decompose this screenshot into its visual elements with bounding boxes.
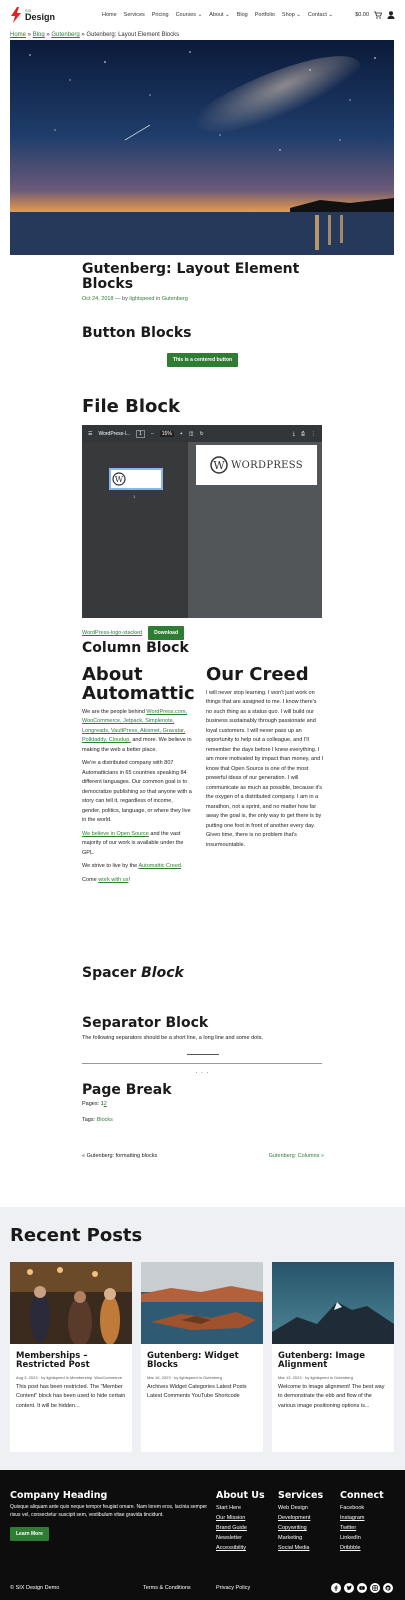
footer-link[interactable]: Instagram [340, 1515, 365, 1521]
footer-link[interactable]: Accessibility [216, 1545, 246, 1551]
breadcrumb-home[interactable]: Home [10, 32, 27, 38]
long-separator [82, 1063, 322, 1064]
tag-link[interactable]: Blocks [96, 1117, 113, 1123]
twitter-icon[interactable] [344, 1583, 354, 1593]
facebook-icon[interactable] [331, 1583, 341, 1593]
wordpress-logo-icon [210, 456, 228, 474]
text: Block [141, 965, 184, 981]
breadcrumb-separator: » [79, 32, 87, 38]
text: ! [128, 876, 130, 883]
zoom-out-icon[interactable]: − [150, 430, 154, 437]
centered-button[interactable]: This is a centered button [167, 353, 238, 367]
column-left-paragraph [82, 876, 192, 886]
footer-link[interactable]: Development [278, 1515, 311, 1521]
post-card-meta: Mar 16, 2023 · by lightspeed in Gutenberg [147, 1374, 222, 1380]
rotate-icon[interactable]: ↻ [199, 430, 204, 437]
logo-big-text: Design [25, 11, 56, 22]
youtube-icon[interactable] [357, 1583, 367, 1593]
logo-small-text: SIX [25, 7, 32, 13]
post-card-meta: Aug 3, 2023 · by lightspeed in Membership, WooCommerce [16, 1374, 122, 1380]
nav-home[interactable]: Home [102, 12, 117, 18]
footer-privacy-link[interactable]: Privacy Policy [216, 1585, 251, 1591]
page-2-link[interactable]: 2 [103, 1101, 107, 1107]
breadcrumb [0, 30, 405, 40]
pdf-page [196, 445, 317, 485]
footer-terms-link[interactable]: Terms & Conditions [143, 1585, 191, 1591]
learn-more-button[interactable]: Learn More [10, 1527, 49, 1541]
fit-page-icon[interactable]: ◫ [188, 430, 194, 437]
post-navigation [82, 1153, 324, 1159]
footer-company-text: Quisque aliquam ante quis neque tempor feugiat ornare. Nam lorem eros, lacinia semper risus vel, consectetur suscipit sem, vestibulum vitae gravida tincidunt. [10, 1504, 208, 1518]
post-tags [82, 1117, 113, 1123]
breadcrumb-separator: » [44, 32, 52, 38]
footer-link[interactable]: Copywriting [278, 1525, 307, 1531]
file-link[interactable]: WordPress-logo-stacked [82, 630, 143, 636]
post-card-title[interactable]: Gutenberg: Widget Blocks [147, 1351, 239, 1371]
hero-image [10, 40, 394, 255]
breadcrumb-blog[interactable]: Blog [32, 32, 45, 38]
post-title: Gutenberg: Layout Element Blocks [82, 261, 300, 292]
site-footer [0, 1470, 405, 1600]
products-links[interactable]: WordPress.com, WooCommerce, Jetpack, Simplenote, Longreads, VaultPress, Akismet, Gravatar, Polldaddy, Cloudup, [82, 708, 187, 744]
lightning-logo-icon [10, 7, 22, 23]
column-left [82, 664, 195, 885]
post-card-title[interactable]: Gutenberg: Image Alignment [278, 1351, 365, 1371]
menu-icon[interactable]: ☰ [88, 430, 93, 437]
nav-services[interactable]: Services [123, 12, 145, 18]
pdf-logo-text: WORDPRESS [231, 459, 303, 471]
footer-about [216, 1490, 265, 1553]
footer-company-heading: Company Heading [10, 1490, 108, 1501]
column-right [206, 666, 324, 850]
recent-posts-section [0, 1207, 405, 1470]
short-separator [187, 1054, 219, 1055]
footer-connect [340, 1490, 384, 1553]
column-left-paragraph [82, 830, 192, 859]
footer-link[interactable]: Twitter [340, 1525, 357, 1531]
nav-shop[interactable]: Shop ⌄ [281, 12, 301, 18]
text: We are the people behind [82, 708, 147, 715]
pdf-page-number[interactable]: 1 [136, 430, 145, 438]
cart-icon[interactable] [374, 11, 382, 19]
footer-link[interactable]: Web Design [278, 1505, 308, 1511]
column-left-heading: About Automattic [82, 664, 195, 704]
nav-blog[interactable]: Blog [236, 12, 248, 18]
pdf-toolbar [82, 425, 322, 442]
dots-separator: · · · [195, 1070, 210, 1076]
breadcrumb-current: Gutenberg: Layout Element Blocks [86, 32, 180, 38]
pdf-title: WordPress-l... [98, 430, 131, 437]
post-card-image[interactable] [141, 1262, 263, 1344]
post-date[interactable]: Oct 24, 2018 [82, 296, 114, 303]
pdf-zoom[interactable]: 15% [161, 430, 172, 437]
post-card-excerpt: Welcome to image alignment! The best way to demonstrate the ebb and flow of the various image positioning options is... [278, 1383, 385, 1409]
file-block-footer [82, 626, 184, 640]
post-meta [82, 296, 322, 302]
nav-contact[interactable]: Contact ⌄ [307, 12, 333, 18]
text: We strive to live by the [82, 863, 139, 870]
instagram-icon[interactable] [370, 1583, 380, 1593]
footer-company [10, 1490, 208, 1541]
post-card-excerpt: This post has been restricted. The "Member Content" block has been used to hide certain content. It will be hidden... [16, 1383, 126, 1409]
pinterest-icon[interactable] [383, 1583, 393, 1593]
text: Spacer [82, 965, 142, 981]
post-card-meta: Mar 13, 2023 · by lightspeed in Gutenberg [278, 1374, 353, 1380]
social-icons [331, 1583, 393, 1593]
page-break-heading: Page Break [82, 1082, 172, 1098]
svg-text:W: W [213, 459, 225, 472]
page-1: 1 [100, 1101, 104, 1107]
download-icon[interactable]: ⤓ [292, 430, 295, 437]
spacer-block-heading [82, 965, 184, 981]
footer-link[interactable]: Social Media [278, 1545, 310, 1551]
nav-pricing[interactable]: Pricing [151, 12, 169, 18]
wordpress-logo-icon [112, 472, 160, 486]
column-left-paragraph [82, 862, 192, 872]
breadcrumb-separator: » [26, 32, 33, 38]
next-post-link[interactable]: Gutenberg: Columns » [268, 1153, 324, 1159]
post-card[interactable] [141, 1262, 263, 1452]
open-source-link[interactable]: We believe in Open Source [82, 830, 149, 837]
pdf-thumbnail[interactable] [109, 468, 163, 490]
thumbnail-number: 1 [133, 494, 136, 499]
nav-about[interactable]: About ⌄ [209, 12, 230, 18]
cart-amount[interactable]: $0.00 [355, 12, 369, 18]
breadcrumb-gutenberg[interactable]: Gutenberg [51, 32, 80, 38]
footer-link[interactable]: Marketing [278, 1535, 303, 1541]
footer-copyright: © SIX Design Demo [10, 1585, 60, 1591]
tags-label: Tags: [82, 1117, 97, 1123]
post-card-image[interactable] [10, 1262, 132, 1344]
print-icon[interactable]: ⎙ [300, 430, 305, 437]
svg-text:p: p [386, 1586, 390, 1591]
post-category[interactable]: Gutenberg [161, 296, 188, 303]
column-block-heading: Column Block [82, 640, 189, 656]
file-block-heading: File Block [82, 396, 181, 417]
post-author[interactable]: lightspeed [129, 296, 155, 303]
more-icon[interactable]: ⋮ [311, 430, 316, 437]
post-card-image[interactable] [272, 1262, 394, 1344]
column-right-heading: Our Creed [206, 664, 309, 685]
separator-block-heading: Separator Block [82, 1015, 209, 1031]
user-icon[interactable] [387, 11, 395, 19]
footer-link[interactable]: Start Here [216, 1505, 242, 1511]
text: . [180, 863, 183, 870]
post-card[interactable] [272, 1262, 394, 1452]
recent-posts-heading: Recent Posts [10, 1225, 143, 1246]
column-left-paragraph [82, 708, 192, 756]
column-left-paragraph: We're a distributed company with 807 Automatticians in 65 countries speaking 84 different languages. Our common goal is to democratize publishing so that anyone with a story can tell it, regardless of income, gender, politics, language, or where they live in the world. [82, 760, 192, 824]
pdf-thumbnail-sidebar [82, 442, 188, 618]
work-with-us-link[interactable]: work with us [98, 876, 129, 883]
svg-text:W: W [114, 475, 124, 484]
column-right-paragraph: I will never stop learning. I won't just work on things that are assigned to me. I know there's no such thing as a status quo. I will build our business sustainably through passionate and loyal customers. I will never pass up an opportunity to help out a colleague, and I'll remember the days before I knew everything. I am more motivated by impact than money, and I know that Open Source is one of the most powerful ideas of our generation. I will communicate as much as possible, because it's the oxygen of a distributed company. I am in a marathon, not a sprint, and no matter how far away the goal is, the only way to get there is by putting one foot in front of another every day. Given time, there is no problem that's insurmountable. [206, 689, 324, 848]
text: and the vast majority of our work is available under the GPL. [82, 830, 184, 856]
nav-courses[interactable]: Courses ⌄ [175, 12, 203, 18]
separator-text: The following separators should be a short line, a long line and some dots. [82, 1035, 263, 1041]
footer-link[interactable]: Newsletter [216, 1535, 242, 1541]
footer-link[interactable]: Brand Guide [216, 1525, 247, 1531]
zoom-in-icon[interactable]: + [179, 430, 183, 437]
creed-link[interactable]: Automattic Creed [138, 863, 181, 870]
footer-connect-heading: Connect [340, 1490, 384, 1501]
main-nav [102, 12, 333, 18]
prev-post-link[interactable]: « Gutenberg: formatting blocks [82, 1153, 158, 1159]
post-by-text: — by [113, 296, 130, 303]
download-button[interactable]: Download [148, 626, 184, 640]
centered-button-wrap [0, 348, 405, 367]
post-in-text: in [154, 296, 162, 303]
post-header [82, 262, 322, 302]
footer-link[interactable]: LinkedIn [340, 1535, 361, 1541]
footer-link[interactable]: Facebook [340, 1505, 365, 1511]
text: and more. We believe in making the web a better place. [82, 737, 192, 753]
nav-portfolio[interactable]: Portfolio [254, 12, 275, 18]
post-card-title[interactable]: Memberships – Restricted Post [16, 1351, 90, 1371]
pagination [82, 1101, 107, 1107]
footer-services [278, 1490, 323, 1553]
footer-about-heading: About Us [216, 1490, 265, 1501]
site-logo[interactable] [10, 7, 72, 23]
site-header [0, 0, 405, 30]
post-card-excerpt: Archives Widget Categories Latest Posts Latest Comments YouTube Shortcode [147, 1383, 247, 1400]
text: Come [82, 876, 99, 883]
footer-link[interactable]: Dribbble [340, 1545, 361, 1551]
pages-label: Pages: [82, 1101, 101, 1107]
footer-services-heading: Services [278, 1490, 324, 1501]
pdf-viewer[interactable] [82, 425, 322, 618]
footer-link[interactable]: Our Mission [216, 1515, 246, 1521]
button-block-heading: Button Blocks [82, 325, 192, 341]
post-card[interactable] [10, 1262, 132, 1452]
